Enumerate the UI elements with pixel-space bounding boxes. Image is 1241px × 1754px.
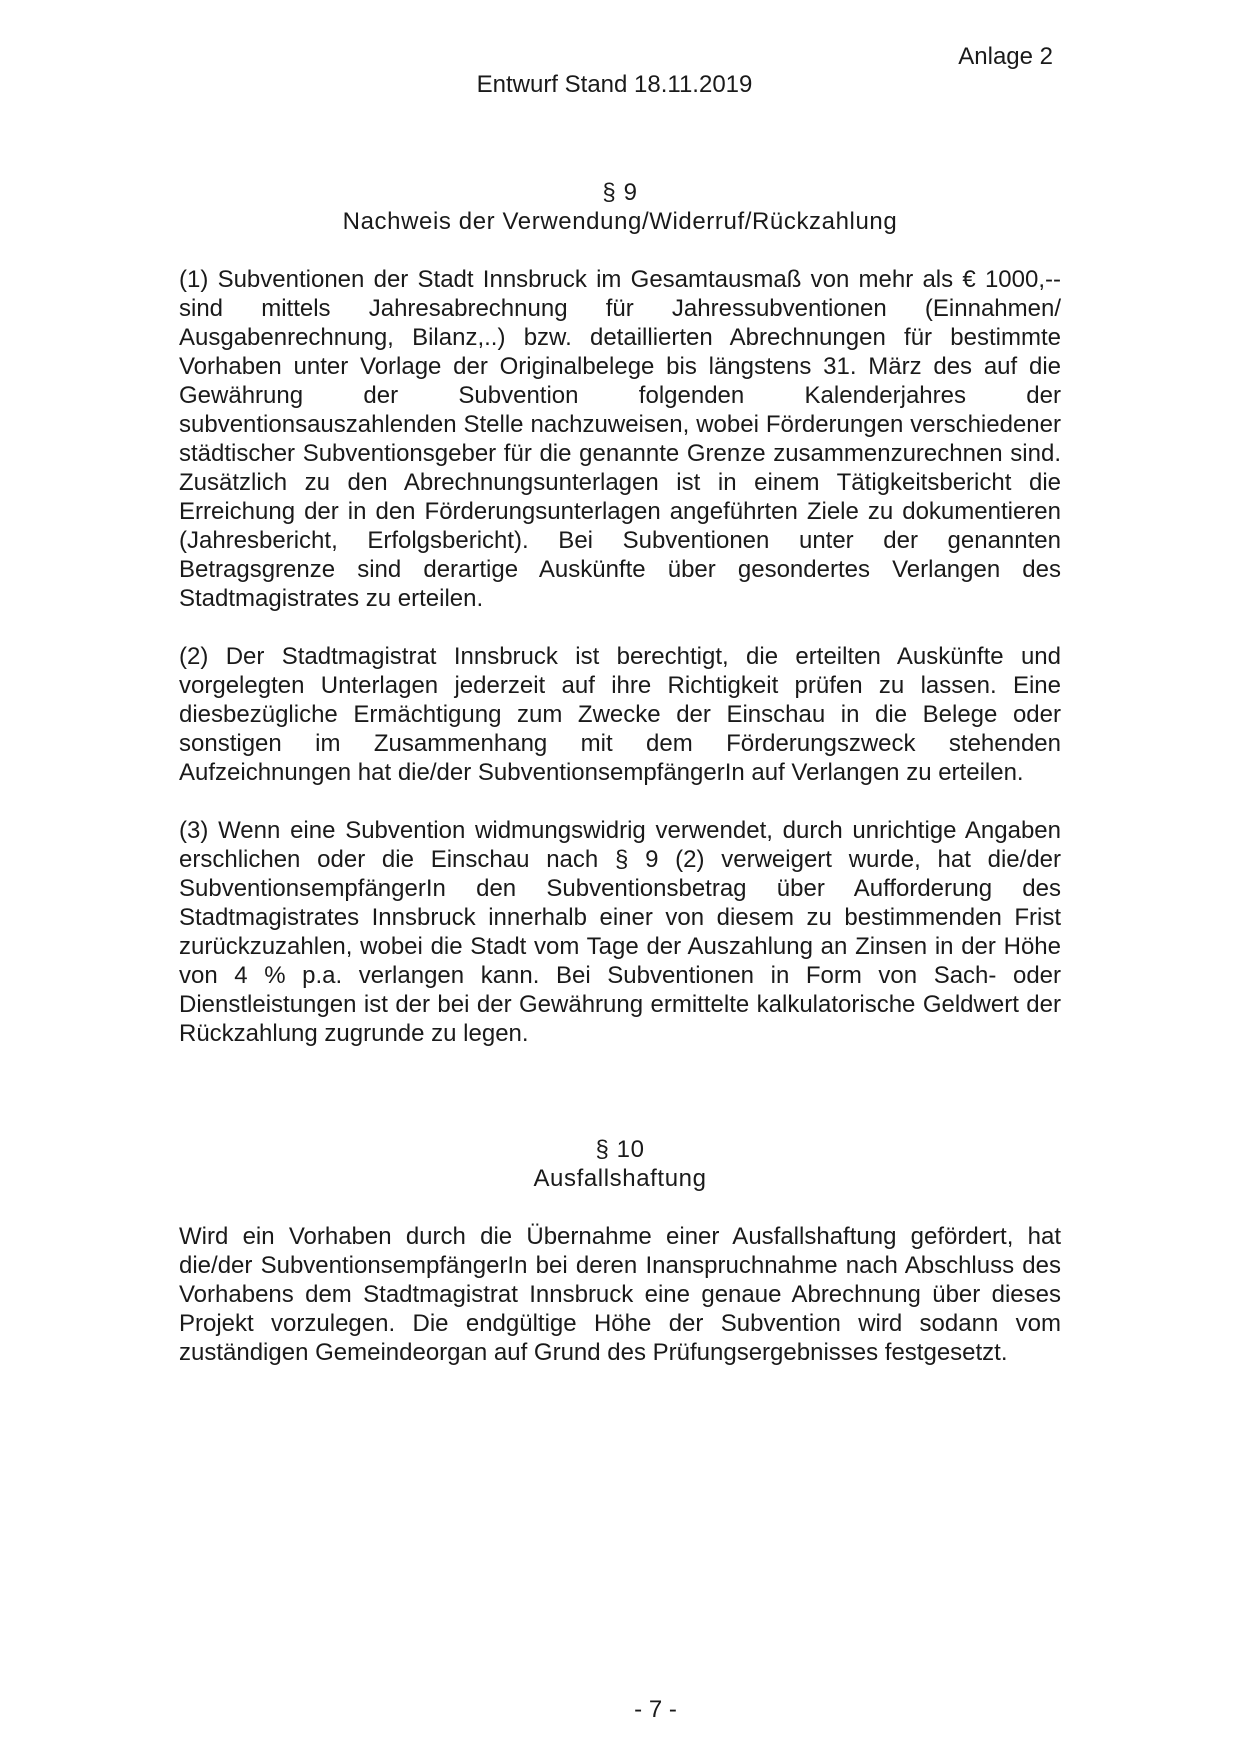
draft-date: Entwurf Stand 18.11.2019 (476, 71, 753, 98)
section-9-paragraph-1: (1) Subventionen der Stadt Innsbruck im Gesamtausmaß von mehr als € 1000,-- sind mittels Jahresabrechnung für Jahressubventionen (Einnahmen/ Ausgabenrechnung, Bilanz,..) bzw. detaillierten Abrechnungen für bestimmte Vorhaben unter Vorlage der Originalbelege bis längstens 31. März des auf die Gewährung der Subvention folgenden Kalenderjahres der subventionsauszahlenden Stelle nachzuweisen, wobei Förderungen verschiedener städtischer Subventionsgeber für die genannte Grenze zusammenzurechnen sind. Zusätzlich zu den Abrechnungsunterlagen ist in einem Tätigkeitsbericht die Erreichung der in den Förderungsunterlagen angeführten Ziele zu dokumentieren (Jahresbericht, Erfolgsbericht). Bei Subventionen unter der genannten Betragsgrenze sind derartige Auskünfte über gesondertes Verlangen des Stadtmagistrates zu erteilen. (179, 266, 1061, 612)
section-10-heading (179, 1135, 1061, 1193)
section-10-number: § 10 (595, 1136, 645, 1163)
section-10-title: Ausfallshaftung (533, 1165, 707, 1192)
document-body (179, 178, 1061, 1367)
section-9-number: § 9 (602, 179, 638, 206)
section-9-title: Nachweis der Verwendung/Widerruf/Rückzahlung (342, 208, 898, 235)
section-9-paragraph-3: (3) Wenn eine Subvention widmungswidrig verwendet, durch unrichtige Angaben erschlichen oder die Einschau nach § 9 (2) verweigert wurde, hat die/der SubventionsempfängerIn den Subventionsbetrag über Aufforderung des Stadtmagistrates Innsbruck innerhalb einer von diesem zu bestimmenden Frist zurückzuzahlen, wobei die Stadt vom Tage der Auszahlung an Zinsen in der Höhe von 4 % p.a. verlangen kann. Bei Subventionen in Form von Sach- oder Dienstleistungen ist der bei der Gewährung ermittelte kalkulatorische Geldwert der Rückzahlung zugrunde zu legen. (179, 817, 1061, 1047)
section-spacer (179, 1048, 1061, 1135)
page-number: - 7 - (634, 1696, 677, 1723)
section-10-paragraph: Wird ein Vorhaben durch die Übernahme einer Ausfallshaftung gefördert, hat die/der SubventionsempfängerIn bei deren Inanspruchnahme nach Abschluss des Vorhabens dem Stadtmagistrat Innsbruck eine genaue Abrechnung über dieses Projekt vorzulegen. Die endgültige Höhe der Subvention wird sodann vom zuständigen Gemeindeorgan auf Grund des Prüfungsergebnisses festgesetzt. (179, 1223, 1061, 1366)
section-9-paragraph-2: (2) Der Stadtmagistrat Innsbruck ist berechtigt, die erteilten Auskünfte und vorgelegten Unterlagen jederzeit auf ihre Richtigkeit prüfen zu lassen. Eine diesbezügliche Ermächtigung zum Zwecke der Einschau in die Belege oder sonstigen im Zusammenhang mit dem Förderungszweck stehenden Aufzeichnungen hat die/der SubventionsempfängerIn auf Verlangen zu erteilen. (179, 643, 1061, 786)
section-9-heading (179, 178, 1061, 236)
annex-label: Anlage 2 (958, 43, 1053, 70)
